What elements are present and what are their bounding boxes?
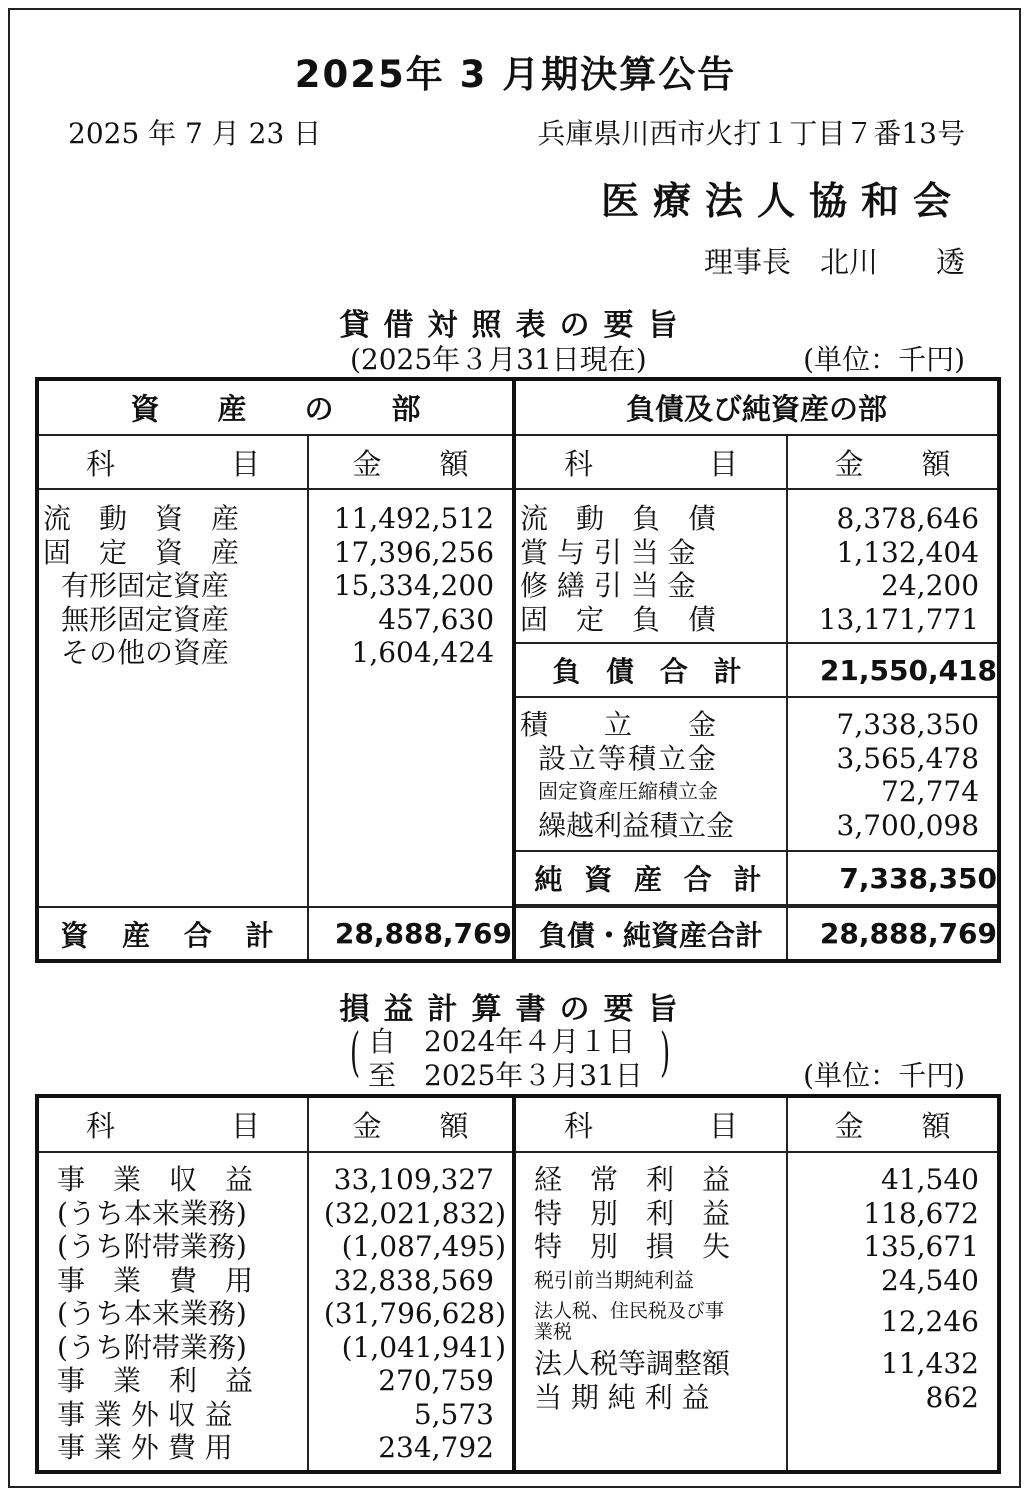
representative: 理事長 北川 透 [703,245,965,279]
asset-value: 11,492,512 [333,502,495,535]
asset-label: 有形固定資産 [61,569,230,602]
equity-total-value: 7,338,350 [787,851,999,905]
pl-label: (うち附帯業務) [57,1230,247,1263]
pl-label: 事 業 利 益 [57,1364,254,1397]
pl-right-values [787,1152,999,1472]
pl-label: 当 期 純 利 益 [534,1380,710,1414]
equity-label: 設立等積立金 [538,741,719,775]
liabilities-total-label: 負 債 合 計 [514,643,787,697]
liability-value: 24,200 [881,569,980,602]
equity-value: 72,774 [881,775,980,808]
asset-value: 17,396,256 [333,535,495,569]
pl-value: 32,838,569 [333,1263,494,1297]
pl-label: 事 業 外 費 用 [57,1431,233,1464]
pl-label: 法人税、住民税及び事業税 [534,1300,725,1343]
liabilities-labels [514,489,787,643]
assets-total-label: 資 産 合 計 [37,907,308,961]
pl-value: 135,671 [863,1230,979,1263]
asset-label: 固 定 資 産 [43,535,240,569]
asset-value: 15,334,200 [333,569,495,602]
pl-value: 41,540 [881,1163,979,1196]
pl-label: 特 別 利 益 [534,1196,731,1230]
organization-name: 医療法人協和会 [600,179,965,223]
pl-value: 118,672 [863,1196,979,1230]
pl-period-to: 至 2025年３月31日 [368,1059,643,1092]
asset-value: 457,630 [378,602,495,636]
pl-label: (うち本来業務) [57,1196,247,1230]
pl-value: 33,109,327 [333,1163,494,1196]
equity-label: 積 立 金 [520,708,717,741]
pl-label: 経 常 利 益 [534,1163,731,1196]
pl-value: 862 [925,1380,979,1414]
asset-label: 流 動 資 産 [43,502,240,535]
liabilities-values [787,489,999,643]
company-address: 兵庫県川西市火打１丁目７番13号 [537,117,965,150]
pl-title: 損益計算書の要旨 [339,992,692,1027]
bs-unit: (単位：千円) [803,343,965,376]
equity-label: 繰越利益積立金 [538,808,735,842]
pl-label: (うち本来業務) [57,1297,247,1330]
pl-value: 11,432 [881,1347,979,1380]
pl-label: (うち附帯業務) [57,1330,247,1364]
asset-label: その他の資産 [61,636,230,669]
col-item: 科 目 [514,1096,787,1152]
pl-label: 事 業 収 益 [57,1163,254,1196]
pl-label: 事 業 費 用 [57,1263,254,1297]
equity-labels [514,697,787,851]
pl-value: (1,087,495) [341,1230,506,1263]
equity-values [787,697,999,851]
pl-left-values [308,1152,514,1472]
pl-period-from: 自 2024年４月１日 [368,1025,636,1058]
notice-date: 2025 年 7 月 23 日 [68,117,322,150]
col-item: 科 目 [37,435,308,489]
equity-label: 固定資産圧縮積立金 [538,779,719,803]
pl-value: 5,573 [413,1397,494,1431]
equity-total-label: 純 資 産 合 計 [514,851,787,905]
liability-value: 13,171,771 [818,602,980,636]
col-item: 科 目 [37,1096,308,1152]
col-item: 科 目 [514,435,787,489]
liability-value: 1,132,404 [836,535,980,569]
pl-label: 法人税等調整額 [534,1347,731,1380]
equity-value: 7,338,350 [836,708,980,741]
liabilities-header: 負債及び純資産の部 [514,379,999,435]
income-statement-table [35,1094,1001,1474]
pl-label: 特 別 損 失 [534,1230,731,1263]
liability-value: 8,378,646 [836,502,980,535]
assets-header: 資 産 の 部 [37,379,514,435]
col-amount: 金 額 [308,435,514,489]
pl-value: (1,041,941) [341,1330,506,1364]
bs-title: 貸借対照表の要旨 [339,308,692,343]
bs-as-of: (2025年３月31日現在) [350,343,647,376]
equity-value: 3,700,098 [836,808,980,842]
col-amount: 金 額 [308,1096,514,1152]
pl-right-labels [514,1152,787,1472]
liability-label: 流 動 負 債 [520,502,717,535]
asset-label: 無形固定資産 [61,602,230,636]
notice-title: 2025年 3 月期決算公告 [294,53,737,96]
pl-label: 税引前当期純利益 [534,1267,694,1292]
pl-value: 234,792 [378,1431,494,1464]
pl-value: (31,796,628) [323,1297,506,1330]
equity-value: 3,565,478 [836,741,980,775]
le-total-label: 負債・純資産合計 [514,907,787,961]
pl-value: 270,759 [378,1364,494,1397]
pl-period-bracket-right: ) [660,1023,671,1083]
assets-values [308,489,514,907]
assets-labels [37,489,308,907]
pl-label: 事 業 外 収 益 [57,1397,233,1431]
liability-label: 固 定 負 債 [520,602,717,636]
pl-value: (32,021,832) [323,1196,506,1230]
assets-total-value: 28,888,769 [308,907,514,961]
pl-period-bracket-left: ( [350,1023,361,1083]
pl-unit: (単位：千円) [803,1059,965,1092]
liabilities-total-value: 21,550,418 [787,643,999,697]
liability-label: 修 繕 引 当 金 [520,569,696,602]
pl-left-labels [37,1152,308,1472]
liability-label: 賞 与 引 当 金 [520,535,696,569]
asset-value: 1,604,424 [351,636,495,669]
balance-sheet-table [35,377,1001,963]
pl-value: 12,246 [881,1305,979,1338]
col-amount: 金 額 [787,1096,999,1152]
pl-value: 24,540 [881,1263,979,1297]
col-amount: 金 額 [787,435,999,489]
le-total-value: 28,888,769 [787,907,999,961]
